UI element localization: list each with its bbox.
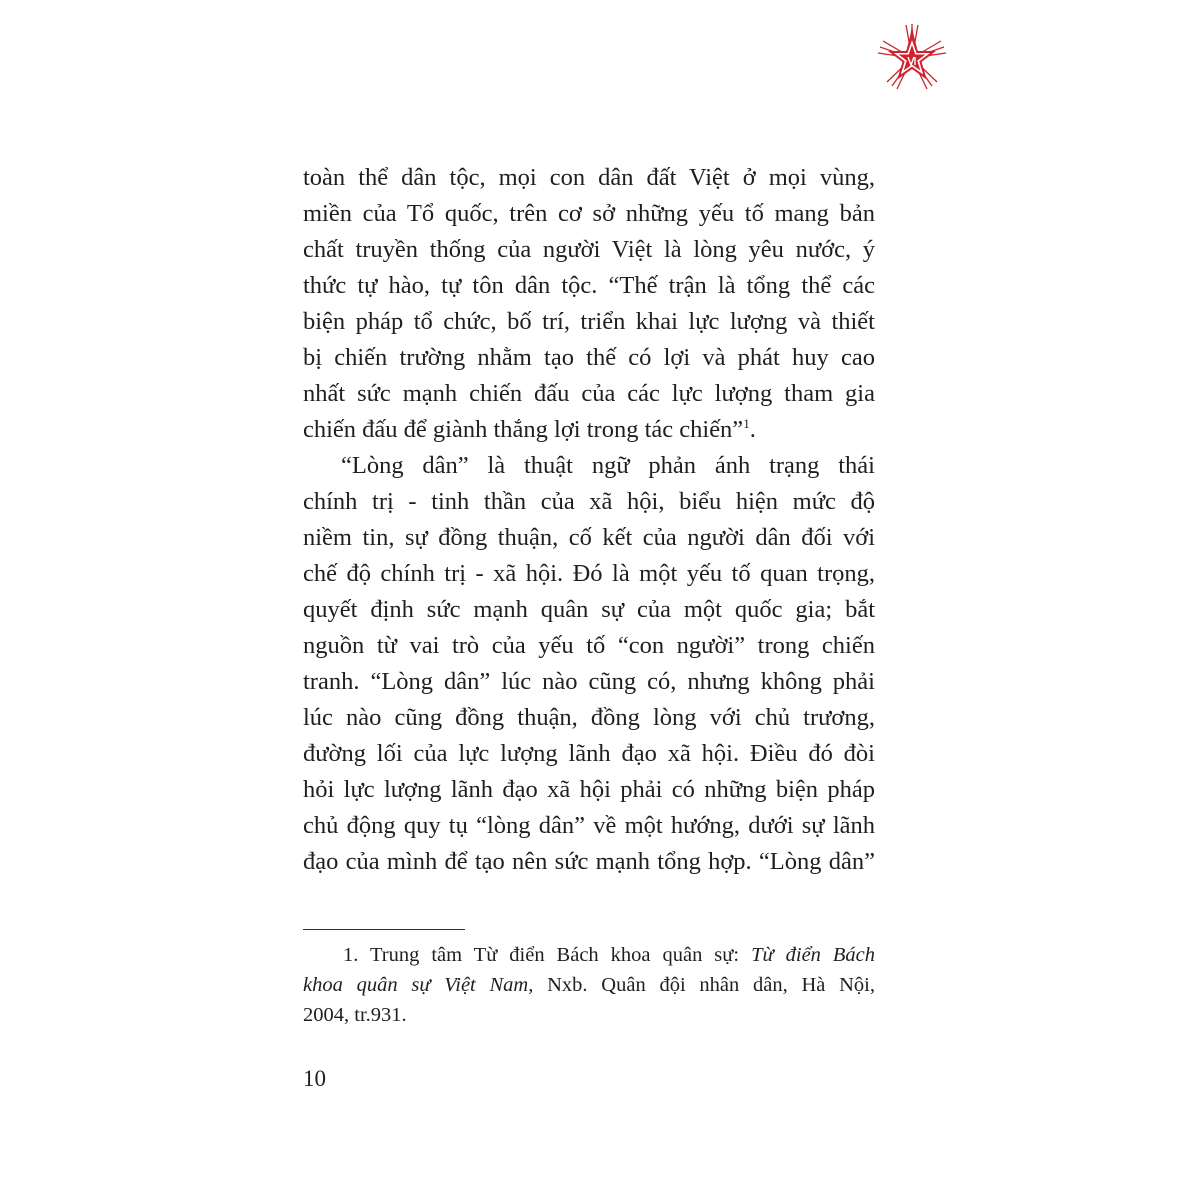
text-line: chính trị - tinh thần của xã hội, biểu hiện mức độ	[303, 488, 875, 515]
footnote-number: 1.	[343, 944, 359, 966]
footnote-line	[303, 970, 875, 1000]
paragraph-1	[303, 160, 875, 448]
footnote-publisher: Nxb. Quân đội nhân dân, Hà Nội,	[547, 974, 875, 996]
text-line: biện pháp tổ chức, bố trí, triển khai lực lượng và thiết	[303, 308, 875, 335]
text-line: chế độ chính trị - xã hội. Đó là một yếu tố quan trọng,	[303, 560, 875, 587]
text-line: niềm tin, sự đồng thuận, cố kết của người dân đối với	[303, 524, 875, 551]
text-line: toàn thể dân tộc, mọi con dân đất Việt ở mọi vùng,	[303, 164, 875, 191]
footnote-source-author: Trung tâm Từ điển Bách khoa quân sự:	[369, 944, 740, 966]
text-line: nhất sức mạnh chiến đấu của các lực lượng tham gia	[303, 380, 875, 407]
text-line: chất truyền thống của người Việt là lòng yêu nước, ý	[303, 236, 875, 263]
footnote-divider	[303, 929, 465, 930]
page-number: 10	[303, 1066, 326, 1091]
text-line: quyết định sức mạnh quân sự của một quốc gia; bắt	[303, 596, 875, 623]
text-line: thức tự hào, tự tôn dân tộc. “Thế trận là tổng thể các	[303, 272, 875, 299]
text-line: lúc nào cũng đồng thuận, đồng lòng với chủ trương,	[303, 704, 875, 731]
text-line: hỏi lực lượng lãnh đạo xã hội phải có những biện pháp	[303, 776, 875, 803]
text-line: “Lòng dân” là thuật ngữ phản ánh trạng thái	[341, 452, 875, 479]
footnote-title-part: khoa quân sự Việt Nam,	[303, 974, 534, 996]
text-line	[303, 412, 875, 448]
text-line: chủ động quy tụ “lòng dân” về một hướng, dưới sự lãnh	[303, 812, 875, 839]
sentence-end: .	[749, 416, 756, 443]
footnote-title-part: Từ điển Bách	[751, 944, 876, 966]
text-line-content: chiến đấu để giành thắng lợi trong tác chiến”	[303, 416, 744, 443]
body-text	[303, 160, 875, 880]
paragraph-2	[303, 448, 875, 880]
red-star-logo-icon	[876, 22, 948, 94]
text-line: đạo của mình để tạo nên sức mạnh tổng hợp. “Lòng dân”	[303, 848, 875, 875]
footnote-line	[303, 940, 875, 970]
text-line: tranh. “Lòng dân” lúc nào cũng có, nhưng không phải	[303, 668, 875, 695]
text-line: bị chiến trường nhằm tạo thế có lợi và phát huy cao	[303, 344, 875, 371]
text-line: nguồn từ vai trò của yếu tố “con người” trong chiến	[303, 632, 875, 659]
text-line: đường lối của lực lượng lãnh đạo xã hội. Điều đó đòi	[303, 740, 875, 767]
footnote	[303, 940, 875, 1030]
text-line: miền của Tổ quốc, trên cơ sở những yếu tố mang bản	[303, 200, 875, 227]
footnote-reference[interactable]: 1	[743, 415, 750, 431]
footnote-line: 2004, tr.931.	[303, 1004, 407, 1026]
